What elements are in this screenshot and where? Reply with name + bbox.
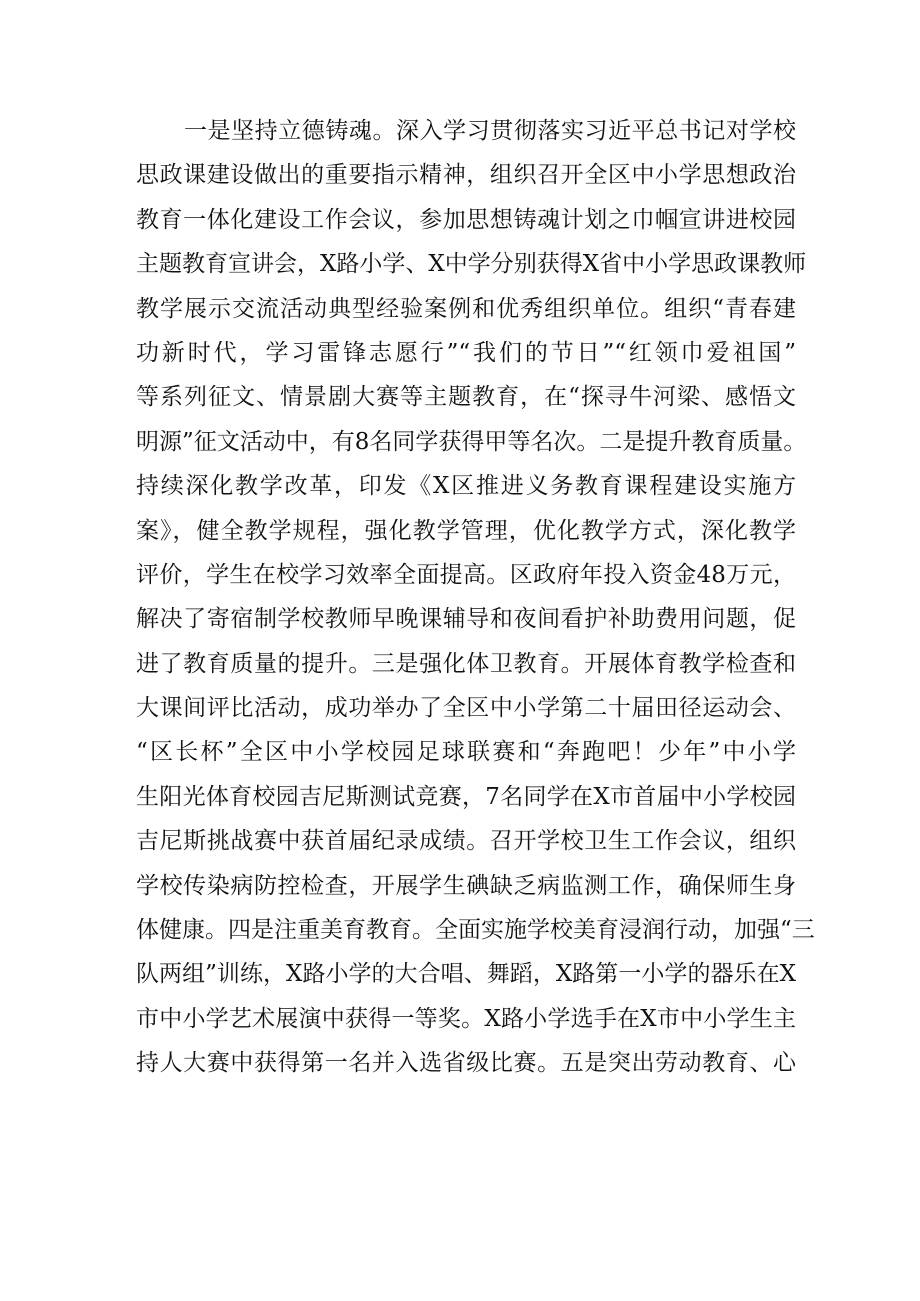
text-line: 进了教育质量的提升。三是强化体卫教育。开展体育教学检查和 [136,650,796,677]
text-line: 思政课建设做出的重要指示精神，组织召开全区中小学思想政治 [136,162,796,189]
text-line: 队两组”训练，X路小学的大合唱、舞蹈，X路第一小学的器乐在X [136,961,796,988]
text-line: 等系列征文、情景剧大赛等主题教育，在“探寻牛河梁、感悟文 [136,384,796,411]
text-line: 持续深化教学改革，印发《X区推进义务教育课程建设实施方 [136,473,796,500]
text-line: “区长杯”全区中小学校园足球联赛和“奔跑吧！少年”中小学 [136,739,796,766]
text-line: 主题教育宣讲会，X路小学、X中学分别获得X省中小学思政课教师 [136,251,807,278]
text-line: 一是坚持立德铸魂。深入学习贯彻落实习近平总书记对学校 [184,118,796,144]
text-line: 体健康。四是注重美育教育。全面实施学校美育浸润行动，加强“三 [136,917,815,944]
text-line: 市中小学艺术展演中获得一等奖。X路小学选手在X市中小学生主 [136,1005,796,1032]
text-line: 教学展示交流活动典型经验案例和优秀组织单位。组织“青春建 [136,295,796,322]
text-line: 持人大赛中获得第一名并入选省级比赛。五是突出劳动教育、心 [136,1050,796,1077]
text-line: 大课间评比活动，成功举办了全区中小学第二十届田径运动会、 [136,695,796,722]
text-line: 教育一体化建设工作会议，参加思想铸魂计划之巾帼宣讲进校园 [136,206,796,233]
body-paragraph [136,109,815,1086]
text-line: 解决了寄宿制学校教师早晚课辅导和夜间看护补助费用问题，促 [136,606,796,633]
text-line: 案》，健全教学规程，强化教学管理，优化教学方式，深化教学 [136,517,796,544]
text-line: 功新时代，学习雷锋志愿行”“我们的节日”“红领巾爱祖国” [136,339,796,366]
text-line: 评价，学生在校学习效率全面提高。区政府年投入资金48万元， [136,561,796,588]
text-line: 学校传染病防控检查，开展学生碘缺乏病监测工作，确保师生身 [136,872,796,899]
text-line: 吉尼斯挑战赛中获首届纪录成绩。召开学校卫生工作会议，组织 [136,828,796,855]
text-line: 明源”征文活动中，有8名同学获得甲等名次。二是提升教育质量。 [136,428,807,455]
text-line: 生阳光体育校园吉尼斯测试竞赛，7名同学在X市首届中小学校园 [136,783,796,810]
